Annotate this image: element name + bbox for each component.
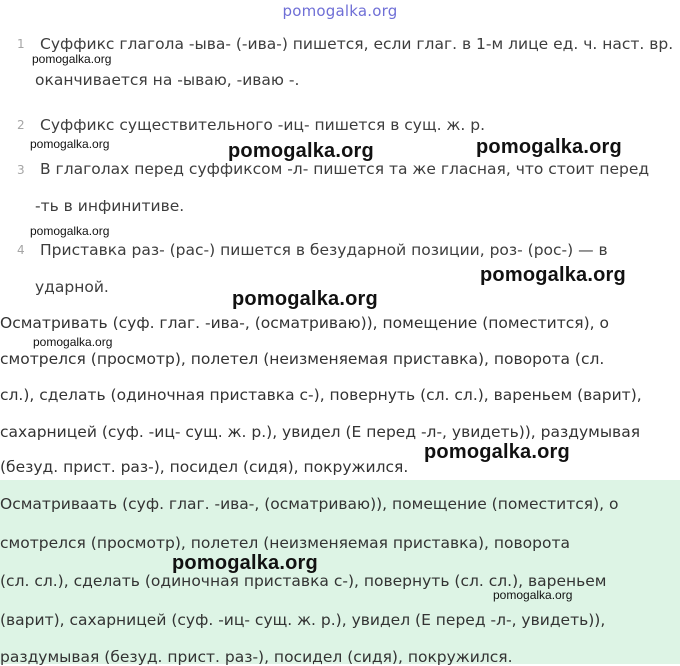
watermark: pomogalka.org xyxy=(480,264,626,286)
watermark: pomogalka.org xyxy=(228,140,374,162)
example-line-highlighted: (варит), сахарницей (суф. -иц- сущ. ж. р.), увидел (Е перед -л-, увидеть)), xyxy=(0,611,606,629)
rule-line: ударной. xyxy=(35,278,109,296)
rule-number: 3 xyxy=(17,163,25,177)
site-header[interactable]: pomogalka.org xyxy=(282,2,398,20)
example-line-highlighted: (сл. сл.), сделать (одиночная приставка с-), повернуть (сл. сл.), вареньем xyxy=(0,572,607,590)
example-line: (безуд. прист. раз-), посидел (сидя), покружился. xyxy=(0,458,409,476)
example-line-highlighted: раздумывая (безуд. прист. раз-), посидел (сидя), покружился. xyxy=(0,648,513,666)
watermark: pomogalka.org xyxy=(30,137,110,151)
example-line: Осматривать (суф. глаг. -ива-, (осматриваю)), помещение (поместится), о xyxy=(0,314,609,332)
watermark: pomogalka.org xyxy=(232,288,378,310)
rule-line: -ть в инфинитиве. xyxy=(35,197,185,215)
rule-line: оканчивается на -ываю, -иваю -. xyxy=(35,71,300,89)
example-line: сахарницей (суф. -иц- сущ. ж. р.), увидел (Е перед -л-, увидеть)), раздумывая xyxy=(0,423,641,441)
watermark: pomogalka.org xyxy=(33,335,113,349)
example-line-highlighted: смотрелся (просмотр), полетел (неизменяемая приставка), поворота xyxy=(0,534,570,552)
rule-number: 4 xyxy=(17,243,25,257)
rule-line: В глаголах перед суффиксом -л- пишется та же гласная, что стоит перед xyxy=(40,160,650,178)
watermark: pomogalka.org xyxy=(32,52,112,66)
rule-number: 1 xyxy=(17,37,25,51)
example-line-highlighted: Осматриваать (суф. глаг. -ива-, (осматриваю)), помещение (поместится), о xyxy=(0,495,619,513)
rule-line: Приставка раз- (рас-) пишется в безударной позиции, роз- (рос-) — в xyxy=(40,241,608,259)
example-line: сл.), сделать (одиночная приставка с-), повернуть (сл. сл.), вареньем (варит), xyxy=(0,386,642,404)
watermark: pomogalka.org xyxy=(424,441,570,463)
watermark: pomogalka.org xyxy=(476,136,622,158)
watermark: pomogalka.org xyxy=(30,224,110,238)
watermark: pomogalka.org xyxy=(172,552,318,574)
rule-number: 2 xyxy=(17,118,25,132)
rule-line: Суффикс глагола -ыва- (-ива-) пишется, если глаг. в 1-м лице ед. ч. наст. вр. xyxy=(40,35,674,53)
example-line: смотрелся (просмотр), полетел (неизменяемая приставка), поворота (сл. xyxy=(0,350,605,368)
rule-line: Суффикс существительного -иц- пишется в сущ. ж. р. xyxy=(40,116,486,134)
watermark: pomogalka.org xyxy=(493,588,573,602)
